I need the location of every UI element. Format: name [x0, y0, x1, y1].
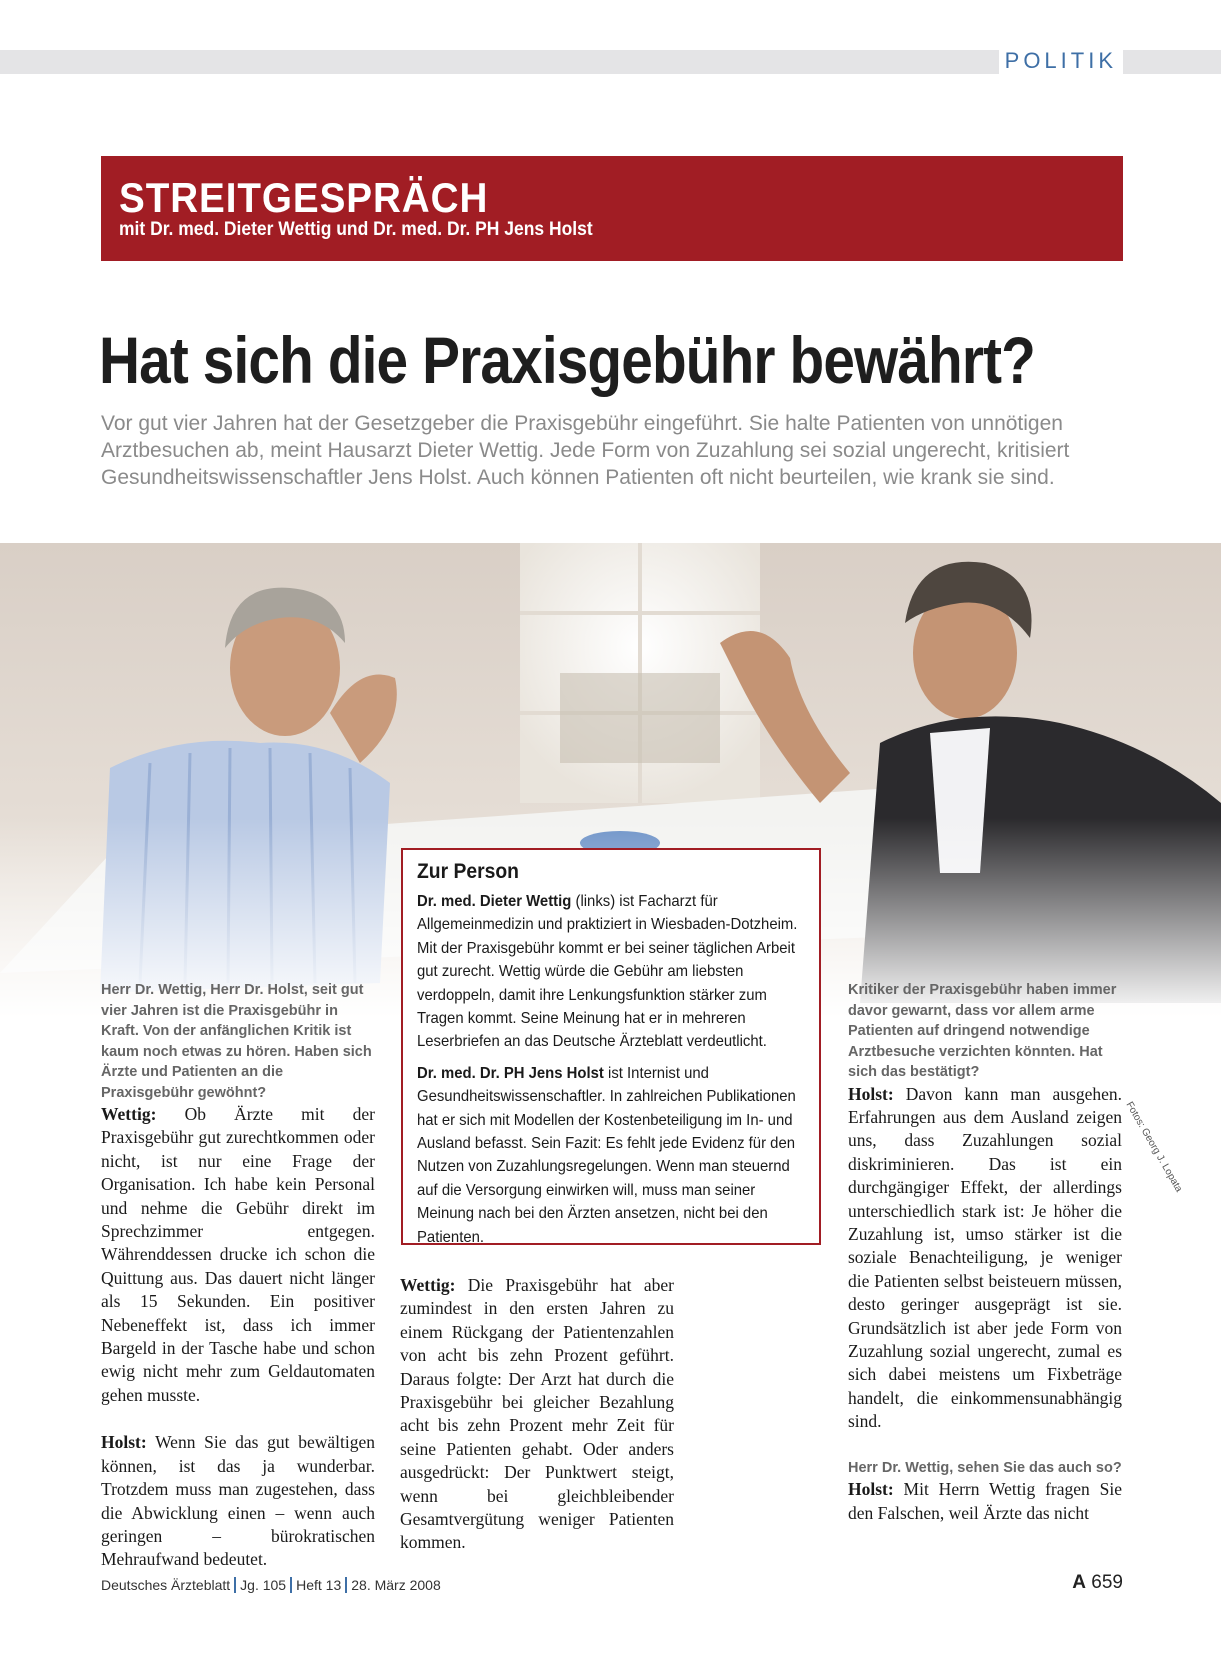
- photo-credit: Fotos: Georg J. Lopata: [1123, 1100, 1185, 1195]
- answer-paragraph: [400, 1274, 674, 1555]
- banner-kicker: STREITGESPRÄCH: [119, 174, 489, 221]
- banner-subtitle: mit Dr. med. Dieter Wettig und Dr. med. Dr. PH Jens Holst: [119, 219, 593, 240]
- answer-paragraph: [101, 1431, 375, 1571]
- page-footer: [101, 1577, 441, 1593]
- person-bio-wettig: [417, 890, 799, 1054]
- answer-text: Davon kann man ausgehen. Erfahrungen aus dem Ausland zeigen uns, dass Zuzahlungen sozial diskriminieren. Das ist ein durchgängiger Effekt, der allerdings unterschiedlich stark ist: Je höher die Zuzahlung ist, umso stärker ist die soziale Benachteiligung, je weniger die Patienten selbst beisteuern müssen, desto geringer ausgeprägt ist sie. Grundsätzlich ist aber jede Form von Zuzahlung sozial ungerecht, zumal es sich dabei meistens um Fixbeträge handelt, die einkommensunabhängig sind.: [848, 1083, 1122, 1432]
- interview-question: Herr Dr. Wettig, sehen Sie das auch so?: [848, 1459, 1122, 1476]
- page-number: [1072, 1572, 1123, 1594]
- speaker-name: Holst:: [848, 1083, 894, 1104]
- journal-volume: Jg. 105: [240, 1577, 287, 1593]
- interview-question: Kritiker der Praxisgebühr haben immer davor gewarnt, dass vor allem arme Patienten auf dringend notwendige Arztbesuche verzichten könnten. Hat sich das bestätigt?: [848, 982, 1117, 1080]
- answer-paragraph: [848, 1478, 1122, 1525]
- text-column-2: [400, 1274, 674, 1555]
- journal-issue: Heft 13: [296, 1577, 342, 1593]
- person-bio-text: ist Internist und Gesundheitswissenschaftler. In zahlreichen Publikationen hat er sich mit Modellen der Kostenbeteiligung im In- und Ausland befasst. Sein Fazit: Es fehlt jede Evidenz für den Nutzen von Zuzahlungsregelungen. Wenn man steuernd auf die Versorgung einwirken will, muss man seiner Meinung nach bei den Ärzten ansetzen, nicht bei den Patienten.: [417, 1064, 796, 1246]
- article-headline: Hat sich die Praxisgebühr bewährt?: [99, 323, 1035, 397]
- footer-separator: [345, 1577, 347, 1593]
- speaker-name: Wettig:: [400, 1275, 456, 1295]
- speaker-name: Wettig:: [101, 1104, 157, 1124]
- section-label: POLITIK: [999, 48, 1123, 74]
- footer-separator: [234, 1577, 236, 1593]
- answer-text: Wenn Sie das gut bewältigen können, ist das ja wunderbar. Trotzdem muss man zugestehen, dass die Abwicklung einen – wenn auch geringen – bürokratischen Mehraufwand bedeutet.: [101, 1432, 375, 1570]
- answer-paragraph: [101, 1103, 375, 1407]
- info-box-title: Zur Person: [417, 860, 519, 883]
- footer-separator: [290, 1577, 292, 1593]
- journal-name: Deutsches Ärzteblatt: [101, 1577, 231, 1593]
- speaker-name: Holst:: [848, 1479, 894, 1500]
- article-banner: [101, 156, 1123, 261]
- speaker-name: Holst:: [101, 1432, 147, 1453]
- answer-text: Die Praxisgebühr hat aber zumindest in den ersten Jahren zu einem Rückgang der Patientenzahlen von acht bis zehn Prozent geführt. Daraus folgte: Der Arzt hat durch die Praxisgebühr bei gleicher Bezahlung acht bis zehn Prozent mehr Zeit für seine Patienten gehabt. Oder anders ausgedrückt: Der Punktwert steigt, wenn bei gleichbleibender Gesamtvergütung weniger Patienten kommen.: [400, 1275, 674, 1553]
- about-person-box: [401, 848, 821, 1245]
- article-lead: Vor gut vier Jahren hat der Gesetzgeber die Praxisgebühr eingeführt. Sie halte Patienten von unnötigen Arztbesuchen ab, meint Hausarzt Dieter Wettig. Jede Form von Zuzahlung sei sozial ungerecht, kritisiert Gesundheitswissenschaftler Jens Holst. Auch können Patienten oft nicht beurteilen, wie krank sie sind.: [101, 412, 1070, 489]
- text-column-1: [101, 980, 375, 1572]
- person-name: Dr. med. Dr. PH Jens Holst: [417, 1064, 604, 1082]
- person-name: Dr. med. Dieter Wettig: [417, 893, 572, 910]
- answer-paragraph: [848, 1083, 1122, 1434]
- text-column-3: [848, 980, 1122, 1525]
- answer-text: Mit Herrn Wettig fragen Sie den Falschen, weil Ärzte das nicht: [848, 1479, 1122, 1523]
- journal-date: 28. März 2008: [351, 1577, 441, 1593]
- person-bio-holst: [417, 1062, 799, 1249]
- page-prefix: A: [1072, 1572, 1087, 1593]
- interview-question: Herr Dr. Wettig, Herr Dr. Holst, seit gut vier Jahren ist die Praxisgebühr in Kraft. Von der anfänglichen Kritik ist kaum noch etwas zu hören. Haben sich Ärzte und Patienten an die Praxisgebühr gewöhnt?: [101, 982, 372, 1101]
- answer-text: Ob Ärzte mit der Praxisgebühr gut zurechtkommen oder nicht, ist nur eine Frage der Organisation. Ich habe kein Personal und nehme die Gebühr direkt im Sprechzimmer entgegen. Währenddessen drucke ich schon die Quittung aus. Das dauert nicht länger als 15 Sekunden. Ein positiver Nebeneffekt ist, dass ich immer Bargeld in der Tasche habe und schon ewig nicht mehr zum Geldautomaten gehen musste.: [101, 1104, 375, 1405]
- person-bio-text: (links) ist Facharzt für Allgemeinmedizin und praktiziert in Wiesbaden-Dotzheim. Mit der Praxisgebühr kommt er bei seiner täglichen Arbeit gut zurecht. Wettig würde die Gebühr am liebsten verdoppeln, damit ihre Lenkungsfunktion stärker zum Tragen kommt. Seine Meinung hat er in mehreren Leserbriefen an das Deutsche Ärzteblatt verdeutlicht.: [417, 893, 798, 1051]
- page-number-value: 659: [1091, 1572, 1123, 1593]
